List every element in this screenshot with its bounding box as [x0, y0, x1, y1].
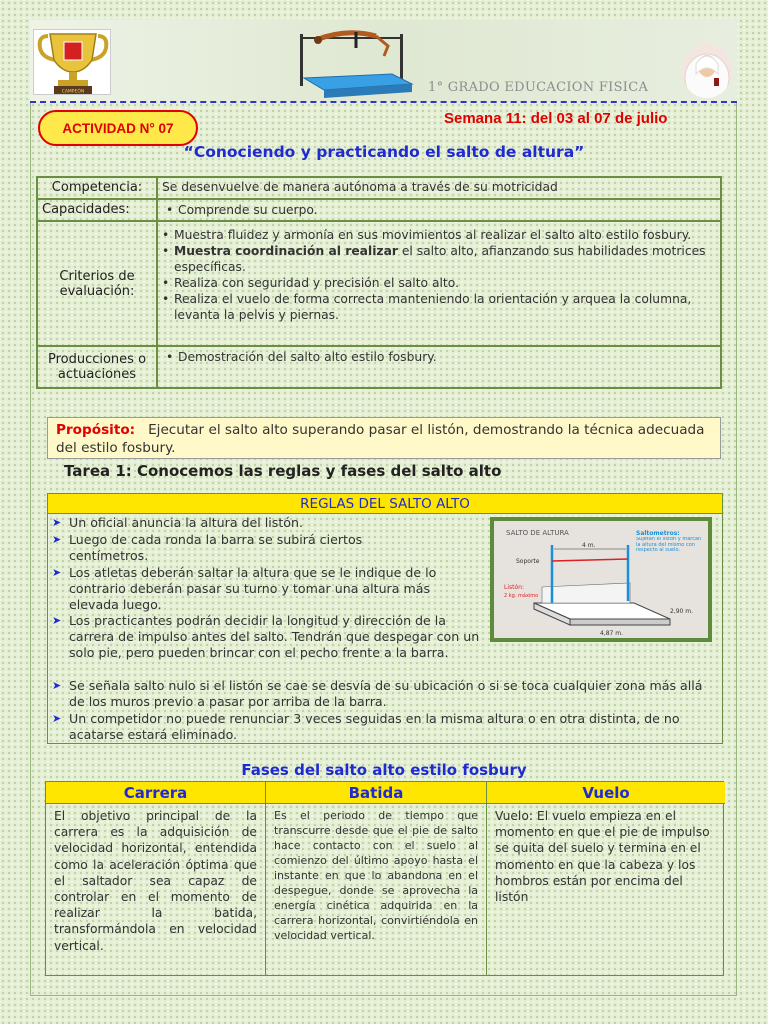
rule-item: ➤ Un oficial anuncia la altura del listón.	[52, 515, 303, 530]
rule-item: ➤ Los practicantes podrán decidir la longitud y dirección de la carrera de impulso antes del salto. Tendrán que despegar con un solo pie, pero pueden brincar con el pecho frente a la barra.	[52, 613, 480, 661]
header-divider	[30, 101, 737, 103]
phase-header: Batida	[266, 782, 486, 804]
phases-table	[45, 781, 724, 976]
phase-header: Vuelo	[487, 782, 725, 804]
purpose-label: Propósito:	[56, 422, 136, 438]
criterio-item: Realiza el vuelo de forma correcta manteniendo la orientación y arquea la columna, levanta la pelvis y piernas.	[174, 292, 692, 322]
arrow-icon: ➤	[52, 679, 62, 692]
producciones-label: Producciones o actuaciones	[37, 346, 157, 388]
arrow-icon: ➤	[52, 516, 62, 529]
rule-item: ➤ Luego de cada ronda la barra se subirá ciertos centímetros.	[52, 532, 363, 564]
arrow-icon: ➤	[52, 712, 62, 725]
diagram-saltometros: Saltometros:	[636, 530, 680, 537]
producciones-row	[37, 346, 721, 388]
competencia-label: Competencia:	[37, 177, 157, 199]
saint-image	[682, 44, 732, 98]
capacidades-label: Capacidades:	[37, 199, 157, 221]
rule-item: ➤ Se señala salto nulo si el listón se cae se desvía de su ubicación o si se toca cualquier zona más allá de los muros previo a pasar por arriba de la barra.	[52, 678, 703, 710]
criterios-row	[37, 221, 721, 346]
produccion-item: Demostración del salto alto estilo fosbury.	[178, 350, 437, 364]
phase-text: El objetivo principal de la carrera es la adquisición de velocidad horizontal, entendida como la aceleración óptima que el saltador sea capaz de controlar en el momento de realizar la batida, transformándola en velocidad vertical.	[54, 809, 257, 953]
diagram-liston: Listón:	[504, 584, 524, 591]
grade-title: 1° GRADO EDUCACION FISICA	[428, 80, 649, 95]
criterio-item: Muestra coordinación al realizar el salto alto, afianzando sus habilidades motrices específicas.	[174, 244, 706, 274]
task-title: Tarea 1: Conocemos las reglas y fases del salto alto	[64, 462, 502, 480]
trophy-text: CAMPEÓN	[61, 89, 85, 95]
diagram-liston-weight: 2 kg. máximo	[504, 593, 539, 599]
rule-item: ➤ Un competidor no puede renunciar 3 veces seguidas en la misma altura o en otra distinta, de no acatarse estará eliminado.	[52, 711, 680, 743]
phase-text: Es el periodo de tiempo que transcurre desde que el pie de salto hace contacto con el suelo al comienzo del último apoyo hasta el instante en que lo abandona en el despegue, donde se aprovecha la energía cinética adquirida en la carrera horizontal, convirtiéndola en velocidad vertical.	[274, 809, 478, 942]
diagram-soporte: Soporte	[516, 558, 540, 565]
phase-header: Carrera	[46, 782, 265, 804]
producciones-value: • Demostración del salto alto estilo fosbury.	[157, 346, 721, 388]
phase-vuelo	[487, 782, 725, 975]
diagram-width: 4 m.	[582, 542, 596, 549]
criterios-label: Criterios de evaluación:	[37, 221, 157, 346]
criterio-item: Muestra fluidez y armonía en sus movimientos al realizar el salto alto estilo fosbury.	[174, 228, 692, 242]
phases-title: Fases del salto alto estilo fosbury	[241, 761, 527, 779]
arrow-icon: ➤	[52, 614, 62, 627]
trophy-logo	[33, 29, 111, 95]
arrow-icon: ➤	[52, 566, 62, 579]
phase-batida	[266, 782, 487, 975]
diagram-title: SALTO DE ALTURA	[506, 529, 569, 537]
competencia-row	[37, 177, 721, 199]
criterios-value: • Muestra fluidez y armonía en sus movimientos al realizar el salto alto estilo fosbury. • Muestra coordinación al realizar el salto alto, afianzando sus habilidades motrices específicas. • Realiza con seguridad y precisión el salto alto. • Realiza el vuelo de forma correcta manteniendo la orientación y arquea la columna, levanta la pelvis y piernas.	[157, 221, 721, 346]
phase-carrera	[46, 782, 266, 975]
diagram-depth: 2,90 m.	[670, 608, 694, 615]
rule-item: ➤ Los atletas deberán saltar la altura que se le indique de lo contrario deberán pasar su turno y tomar una altura más elevada luego.	[52, 565, 437, 613]
activity-badge: ACTIVIDAD N° 07	[38, 110, 198, 146]
purpose-text: Ejecutar el salto alto superando pasar el listón, demostrando la técnica adecuada del estilo fosbury.	[56, 422, 705, 456]
arrow-icon: ➤	[52, 533, 62, 546]
capacidad-item: Comprende su cuerpo.	[178, 203, 318, 217]
activity-title: “Conociendo y practicando el salto de altura”	[183, 143, 585, 161]
purpose-box	[47, 417, 721, 459]
competency-table	[36, 176, 722, 389]
competencia-value: Se desenvuelve de manera autónoma a través de su motricidad	[157, 177, 721, 199]
diagram-length: 4,87 m.	[600, 630, 624, 637]
rules-heading: REGLAS DEL SALTO ALTO	[48, 494, 722, 514]
phase-text: Vuelo: El vuelo empieza en el momento en que el pie de impulso se quita del suelo y termina en el momento en que la cabeza y los hombros están por encima del listón	[495, 809, 710, 905]
capacidades-row	[37, 199, 721, 221]
high-jump-diagram	[490, 517, 712, 642]
week-label: Semana 11: del 03 al 07 de julio	[444, 110, 668, 127]
capacidades-value: • Comprende su cuerpo.	[157, 199, 721, 221]
criterio-item: Realiza con seguridad y precisión el salto alto.	[174, 276, 459, 290]
high-jump-illustration	[296, 22, 416, 98]
diagram-saltometros-desc: Sujetan el listón y marcan la altura del mismo con respecto al suelo.	[636, 537, 702, 554]
